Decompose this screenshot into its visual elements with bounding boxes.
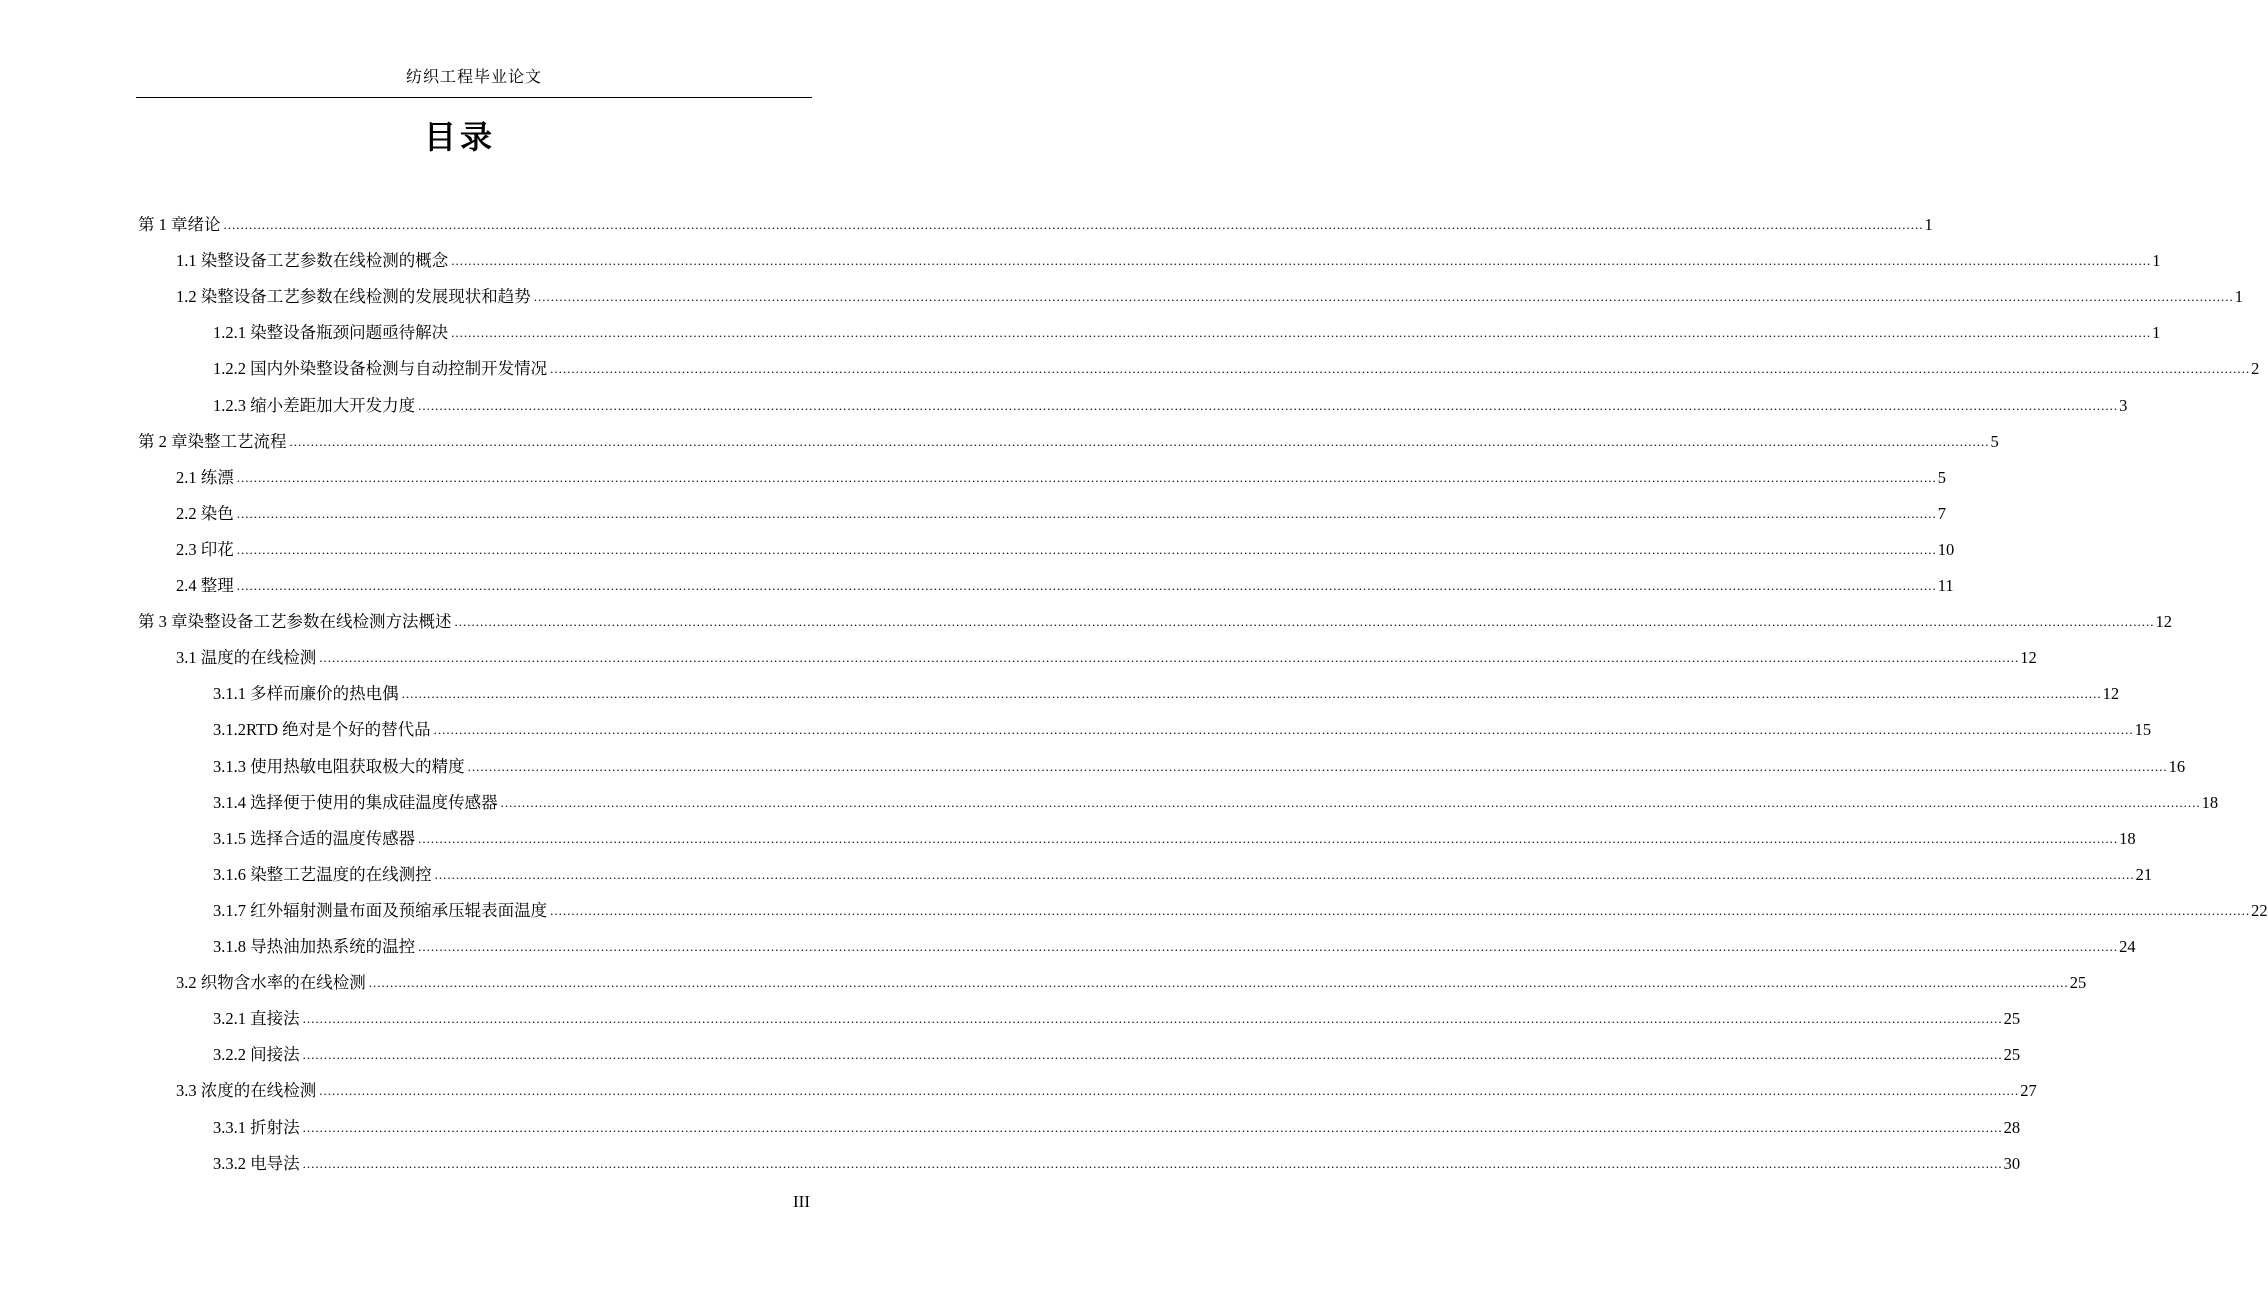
toc-leader-dots: ................................................................................................................................................................................................................................................................................................................................................................................................................: [467, 758, 2168, 774]
toc-leader-dots: ................................................................................................................................................................................................................................................................................................................................................................................................................: [319, 650, 2020, 666]
toc-entry[interactable]: [213, 352, 2260, 380]
toc-entry-page: 18: [2119, 828, 2136, 848]
toc-entry-page: 1: [2152, 251, 2161, 271]
toc-leader-dots: ................................................................................................................................................................................................................................................................................................................................................................................................................: [401, 686, 2102, 702]
toc-entry-title: 2.3 印花: [176, 539, 234, 559]
toc-entry-title: 第 2 章染整工艺流程: [138, 431, 287, 451]
toc-entry-page: 27: [2020, 1081, 2037, 1101]
toc-entry-title: 2.2 染色: [176, 503, 234, 523]
toc-entry[interactable]: [213, 713, 2152, 741]
toc-leader-dots: ................................................................................................................................................................................................................................................................................................................................................................................................................: [433, 722, 2134, 738]
toc-entry-title: 1.2.2 国内外染整设备检测与自动控制开发情况: [213, 359, 548, 379]
toc-leader-dots: ................................................................................................................................................................................................................................................................................................................................................................................................................: [550, 361, 2251, 377]
toc-entry-page: 24: [2119, 937, 2136, 956]
header-rule: [136, 97, 812, 98]
toc-entry-page: 12: [2020, 648, 2037, 668]
toc-entry[interactable]: [176, 497, 1946, 525]
toc-leader-dots: ................................................................................................................................................................................................................................................................................................................................................................................................................: [302, 1119, 2003, 1135]
toc-entry-page: 25: [2069, 973, 2087, 993]
toc-entry[interactable]: [213, 858, 2153, 886]
toc-entry-page: 11: [1937, 576, 1954, 595]
toc-entry-page: 16: [2168, 756, 2186, 776]
toc-entry-page: 21: [2135, 864, 2153, 884]
toc-leader-dots: ................................................................................................................................................................................................................................................................................................................................................................................................................: [454, 614, 2155, 630]
toc-entry-page: 28: [2003, 1117, 2021, 1137]
toc-entry-page: 15: [2134, 720, 2152, 740]
toc-entry-title: 第 1 章绪论: [138, 215, 221, 234]
toc-entry[interactable]: [213, 1111, 2021, 1139]
toc-entry[interactable]: [176, 244, 2161, 272]
toc-entry-title: 3.2.1 直接法: [213, 1009, 300, 1029]
toc-leader-dots: ................................................................................................................................................................................................................................................................................................................................................................................................................: [236, 578, 1937, 593]
toc-leader-dots: ................................................................................................................................................................................................................................................................................................................................................................................................................: [451, 325, 2152, 341]
toc-entry-title: 3.2 织物含水率的在线检测: [176, 973, 366, 993]
toc-entry-page: 2: [2251, 359, 2260, 379]
toc-entry-title: 3.3.1 折射法: [213, 1117, 300, 1137]
toc-leader-dots: ................................................................................................................................................................................................................................................................................................................................................................................................................: [434, 866, 2135, 882]
toc-entry[interactable]: [213, 1002, 2021, 1030]
toc-entry[interactable]: [213, 750, 2186, 778]
toc-entry-title: 1.2 染整设备工艺参数在线检测的发展现状和趋势: [176, 287, 531, 307]
toc-leader-dots: ................................................................................................................................................................................................................................................................................................................................................................................................................: [236, 505, 1937, 521]
toc-entry[interactable]: [176, 533, 1955, 561]
toc-entry[interactable]: [213, 389, 2128, 417]
toc-entry[interactable]: [213, 1038, 2021, 1066]
toc-entry[interactable]: [213, 822, 2136, 850]
toc-leader-dots: ................................................................................................................................................................................................................................................................................................................................................................................................................: [500, 794, 2201, 810]
toc-entry-page: 12: [2102, 684, 2120, 704]
toc-entry[interactable]: [213, 1147, 2021, 1175]
toc-leader-dots: ................................................................................................................................................................................................................................................................................................................................................................................................................: [223, 217, 1924, 232]
toc-leader-dots: ................................................................................................................................................................................................................................................................................................................................................................................................................: [236, 541, 1937, 557]
toc-entry-page: 10: [1937, 539, 1955, 559]
toc-leader-dots: ................................................................................................................................................................................................................................................................................................................................................................................................................: [418, 830, 2119, 846]
page-number: III: [793, 1192, 810, 1211]
toc-leader-dots: ................................................................................................................................................................................................................................................................................................................................................................................................................: [289, 433, 1990, 449]
toc-entry[interactable]: [213, 316, 2161, 344]
toc-entry-title: 3.1 温度的在线检测: [176, 648, 317, 668]
toc-entry-page: 5: [1990, 431, 1999, 451]
toc-entry-page: 25: [2003, 1045, 2021, 1065]
toc-entry-title: 3.1.6 染整工艺温度的在线测控: [213, 864, 432, 884]
toc-leader-dots: ................................................................................................................................................................................................................................................................................................................................................................................................................: [302, 1047, 2003, 1063]
toc-entry-title: 3.1.2RTD 绝对是个好的替代品: [213, 720, 431, 740]
toc-entry-title: 3.1.4 选择便于使用的集成硅温度传感器: [213, 792, 498, 812]
toc-leader-dots: ................................................................................................................................................................................................................................................................................................................................................................................................................: [418, 939, 2119, 954]
toc-entry[interactable]: [176, 280, 2243, 308]
toc-entry-page: 3: [2119, 395, 2128, 415]
toc-entry-page: 1: [2152, 323, 2161, 343]
running-header: 纺织工程毕业论文: [405, 69, 542, 86]
toc-entry-title: 3.1.7 红外辐射测量布面及预缩承压辊表面温度: [213, 900, 548, 920]
toc-leader-dots: ................................................................................................................................................................................................................................................................................................................................................................................................................: [302, 1155, 2003, 1171]
toc-entry-page: 7: [1937, 503, 1946, 523]
toc-entry[interactable]: [213, 677, 2120, 705]
toc-leader-dots: ................................................................................................................................................................................................................................................................................................................................................................................................................: [319, 1083, 2020, 1099]
toc-leader-dots: ................................................................................................................................................................................................................................................................................................................................................................................................................: [418, 397, 2119, 413]
toc-leader-dots: ................................................................................................................................................................................................................................................................................................................................................................................................................: [302, 1011, 2003, 1027]
toc-entry-title: 3.1.3 使用热敏电阻获取极大的精度: [213, 756, 465, 776]
toc-leader-dots: ................................................................................................................................................................................................................................................................................................................................................................................................................: [236, 469, 1937, 485]
toc-entry-title: 1.1 染整设备工艺参数在线检测的概念: [176, 251, 449, 271]
toc-entry[interactable]: [138, 605, 2172, 633]
toc-entry-title: 第 3 章染整设备工艺参数在线检测方法概述: [138, 612, 452, 632]
toc-entry-page: 18: [2201, 792, 2219, 812]
toc-entry[interactable]: [213, 930, 2136, 958]
toc-entry-title: 3.3 浓度的在线检测: [176, 1081, 317, 1101]
toc-leader-dots: ................................................................................................................................................................................................................................................................................................................................................................................................................: [451, 253, 2152, 269]
toc-leader-dots: ................................................................................................................................................................................................................................................................................................................................................................................................................: [533, 289, 2234, 305]
toc-entry-title: 3.2.2 间接法: [213, 1045, 300, 1065]
toc-entry-title: 2.1 练漂: [176, 467, 234, 487]
toc-entry-page: 1: [1924, 215, 1933, 234]
toc-title: 目录: [423, 118, 496, 156]
toc-entry-title: 3.1.1 多样而廉价的热电偶: [213, 684, 399, 704]
toc-entry-page: 25: [2003, 1009, 2021, 1029]
toc-entry[interactable]: [176, 1074, 2037, 1102]
toc-leader-dots: ................................................................................................................................................................................................................................................................................................................................................................................................................: [550, 902, 2251, 918]
toc-entry[interactable]: [176, 461, 1946, 489]
toc-entry[interactable]: [176, 641, 2037, 669]
toc-entry[interactable]: [176, 569, 1954, 597]
toc-leader-dots: ................................................................................................................................................................................................................................................................................................................................................................................................................: [368, 975, 2069, 991]
toc-entry-title: 3.1.8 导热油加热系统的温控: [213, 937, 416, 956]
toc-entry-page: 30: [2003, 1153, 2021, 1173]
toc-entry[interactable]: [138, 425, 1999, 453]
toc-entry[interactable]: [176, 966, 2087, 994]
toc-entry-title: 2.4 整理: [176, 576, 234, 595]
toc-entry-page: 12: [2155, 612, 2172, 632]
toc-entry-page: 22: [2251, 900, 2268, 920]
toc-entry-title: 3.3.2 电导法: [213, 1153, 300, 1173]
toc-entry-page: 5: [1937, 467, 1946, 487]
toc-entry-page: 1: [2234, 287, 2243, 307]
toc-entry[interactable]: [213, 894, 2268, 922]
toc-entry[interactable]: [213, 786, 2219, 814]
toc-entry[interactable]: [138, 208, 1933, 236]
toc-entry-title: 3.1.5 选择合适的温度传感器: [213, 828, 416, 848]
toc-entry-title: 1.2.1 染整设备瓶颈问题亟待解决: [213, 323, 449, 343]
toc-entry-title: 1.2.3 缩小差距加大开发力度: [213, 395, 416, 415]
